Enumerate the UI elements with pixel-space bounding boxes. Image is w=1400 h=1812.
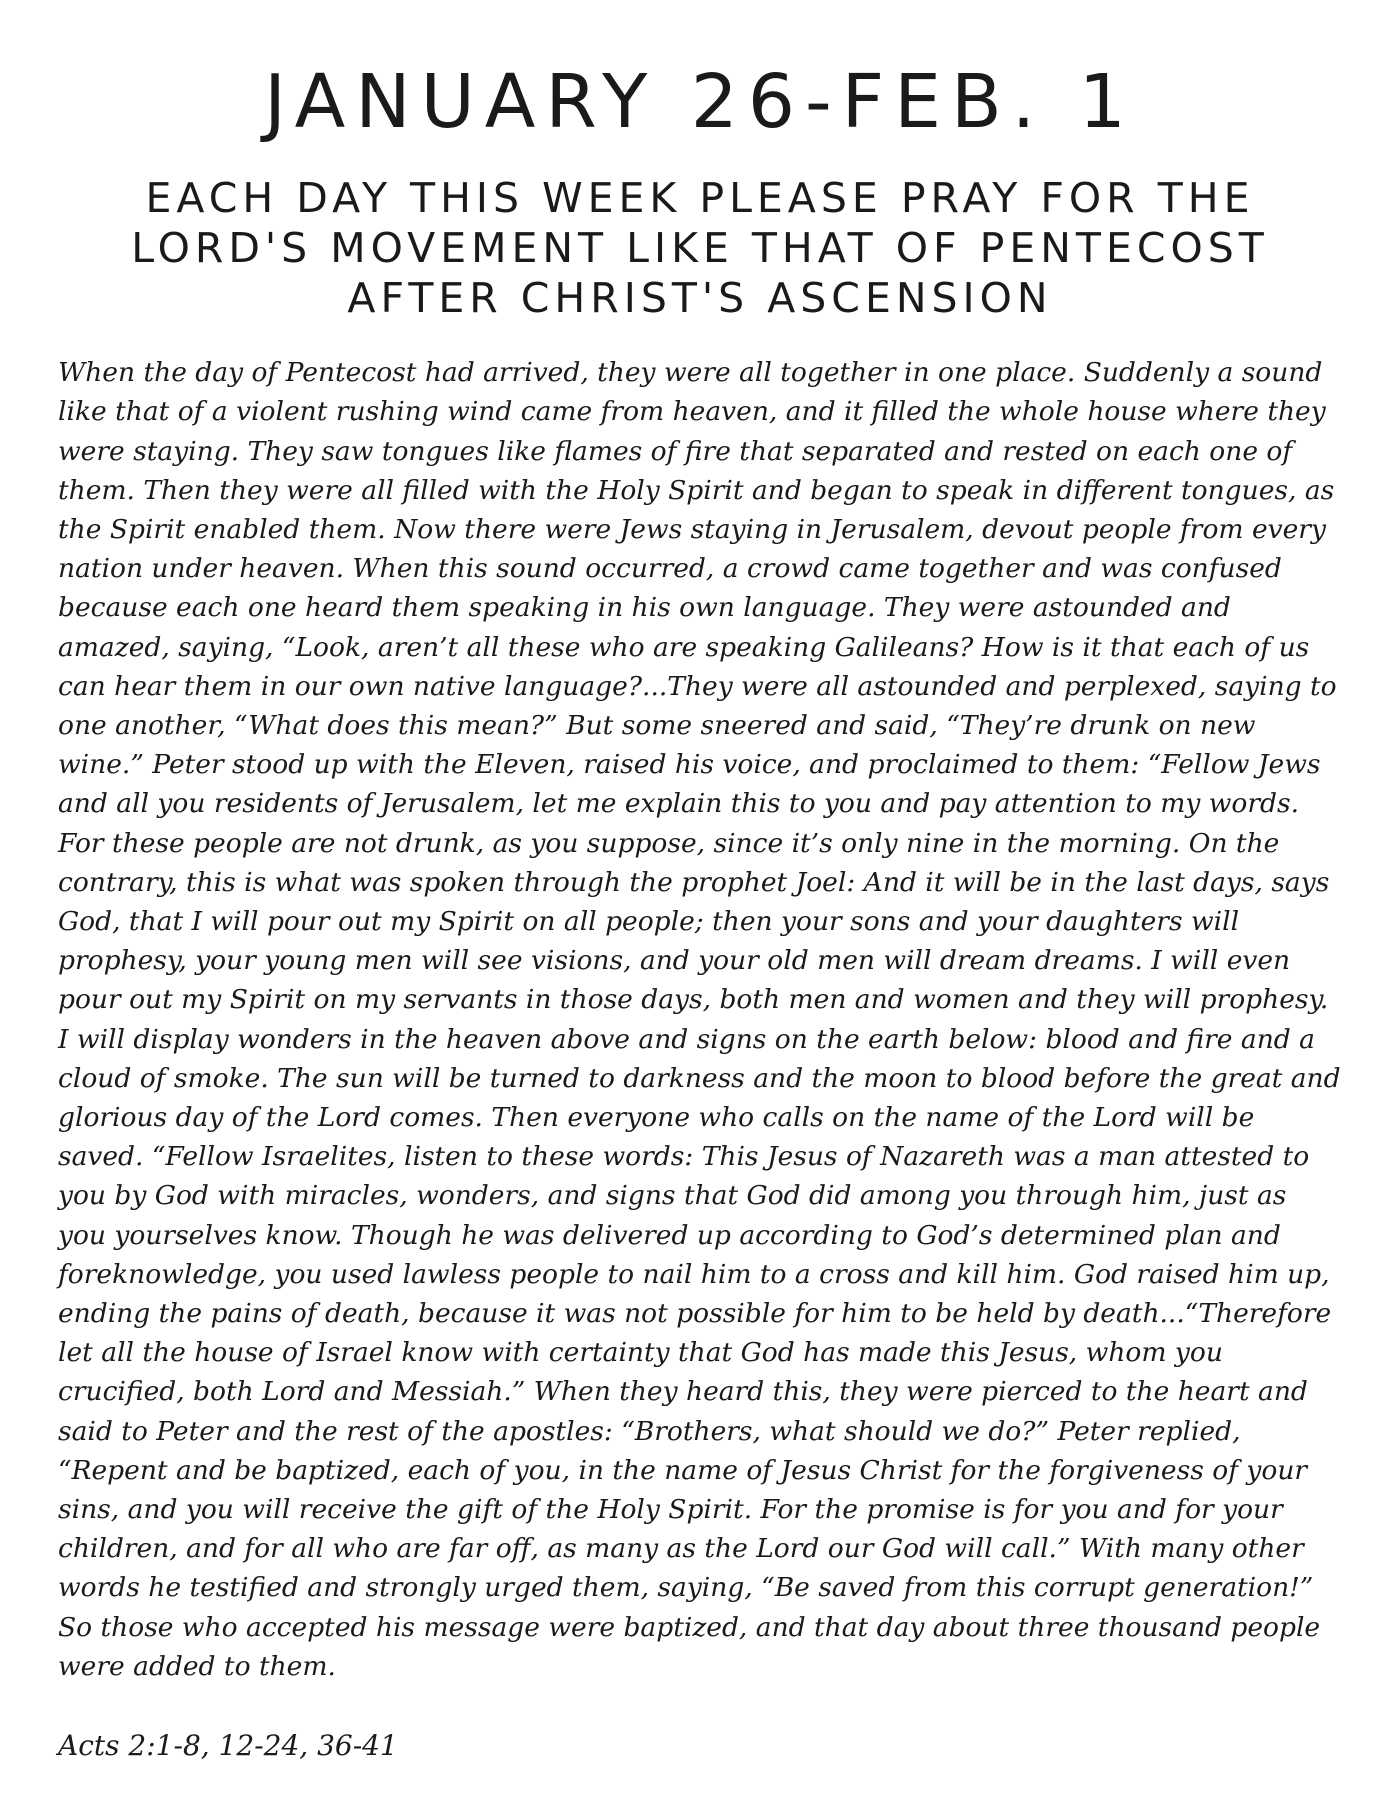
page-title: JANUARY 26-FEB. 1: [264, 59, 1136, 145]
page-subtitle: EACH DAY THIS WEEK PLEASE PRAY FOR THE LORD'S MOVEMENT LIKE THAT OF PENTECOST AFTER CHRIST'S ASCENSION: [131, 174, 1269, 323]
scripture-passage: When the day of Pentecost had arrived, they were all together in one place. Suddenly a sound like that of a violent rushing wind came from heaven, and it filled the whole house where they were staying. They saw tongues like flames of fire that separated and rested on each one of them. Then they were all filled with the Holy Spirit and began to speak in different tongues, as the Spirit enabled them. Now there were Jews staying in Jerusalem, devout people from every nation under heaven. When this sound occurred, a crowd came together and was confused because each one heard them speaking in his own language. They were astounded and amazed, saying, “Look, aren’t all these who are speaking Galileans? How is it that each of us can hear them in our own native language?...They were all astounded and perplexed, saying to one another, “What does this mean?” But some sneered and said, “They’re drunk on new wine.” Peter stood up with the Eleven, raised his voice, and proclaimed to them: “Fellow Jews and all you residents of Jerusalem, let me explain this to you and pay attention to my words. For these people are not drunk, as you suppose, since it’s only nine in the morning. On the contrary, this is what was spoken through the prophet Joel: And it will be in the last days, says God, that I will pour out my Spirit on all people; then your sons and your daughters will prophesy, your young men will see visions, and your old men will dream dreams. I will even pour out my Spirit on my servants in those days, both men and women and they will prophesy. I will display wonders in the heaven above and signs on the earth below: blood and fire and a cloud of smoke. The sun will be turned to darkness and the moon to blood before the great and glorious day of the Lord comes. Then everyone who calls on the name of the Lord will be saved. “Fellow Israelites, listen to these words: This Jesus of Nazareth was a man attested to you by God with miracles, wonders, and signs that God did among you through him, just as you yourselves know. Though he was delivered up according to God’s determined plan and foreknowledge, you used lawless people to nail him to a cross and kill him. God raised him up, ending the pains of death, because it was not possible for him to be held by death...“Therefore let all the house of Israel know with certainty that God has made this Jesus, whom you crucified, both Lord and Messiah.” When they heard this, they were pierced to the heart and said to Peter and the rest of the apostles: “Brothers, what should we do?” Peter replied, “Repent and be baptized, each of you, in the name of Jesus Christ for the forgiveness of your sins, and you will receive the gift of the Holy Spirit. For the promise is for you and for your children, and for all who are far off, as many as the Lord our God will call.” With many other words he testified and strongly urged them, saying, “Be saved from this corrupt generation!” So those who accepted his message were baptized, and that day about three thousand people were added to them.: [58, 357, 1341, 1682]
scripture-citation: Acts 2:1-8, 12-24, 36-41: [58, 1729, 398, 1763]
